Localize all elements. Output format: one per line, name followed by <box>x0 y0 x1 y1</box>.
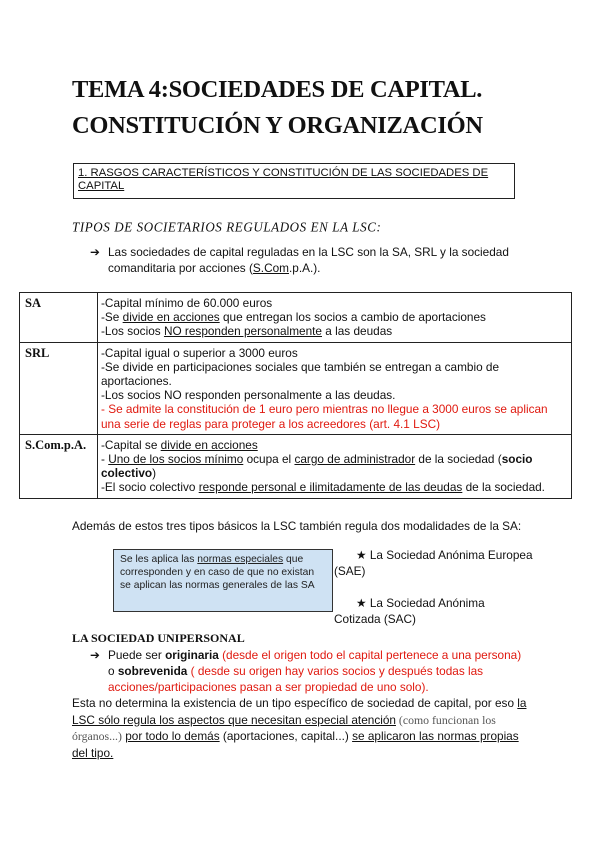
description-text: que entregan los socios a cambio de aportaciones <box>219 310 486 325</box>
table-cell-description <box>98 293 572 343</box>
title-line-1: TEMA 4:SOCIEDADES DE CAPITAL. <box>72 76 483 103</box>
modalidad-text: La Sociedad Anónima Cotizada (SAC) <box>334 596 485 626</box>
description-text: Uno de los socios mínimo <box>108 452 244 467</box>
types-bullet-link: S.Com <box>252 261 289 275</box>
description-text: -Los socios <box>101 324 164 339</box>
description-text: de la sociedad. <box>462 480 545 495</box>
originaria-def: (desde el origen todo el capital pertenece a una persona) <box>218 648 522 662</box>
arrow-icon: ➔ <box>90 245 100 259</box>
types-bullet-text-a: Las sociedades de capital reguladas en la LSC son la SA, SRL y la sociedad comanditaria por acciones ( <box>108 245 509 275</box>
description-text: -Capital igual o superior a 3000 euros <box>101 345 298 360</box>
note-text-b: que corresponden y en caso de que no existan se aplican las normas generales de las SA <box>120 554 315 591</box>
title-line-2: CONSTITUCIÓN Y ORGANIZACIÓN <box>72 112 483 139</box>
description-text: socio colectivo <box>101 452 533 481</box>
unipersonal-p5: por todo lo demás <box>125 729 220 743</box>
types-bullet <box>90 244 530 276</box>
types-heading: TIPOS DE SOCIETARIOS REGULADOS EN LA LSC: <box>72 218 382 235</box>
arrow-icon: ➔ <box>90 648 100 662</box>
societies-table <box>19 292 572 499</box>
table-cell-description <box>98 342 572 434</box>
sobrevenida-term: sobrevenida <box>117 664 188 678</box>
unipersonal-p6: (aportaciones, capital...) <box>219 729 353 743</box>
description-text: -Los socios NO responden personalmente a las deudas. <box>101 388 396 403</box>
description-text: -El socio colectivo <box>101 480 199 495</box>
star-icon: ★ <box>356 548 367 562</box>
unipersonal-b1: Puede ser <box>108 648 166 662</box>
description-text: ) <box>152 466 157 481</box>
note-link: normas especiales <box>197 554 284 565</box>
unipersonal-bullet <box>90 647 530 695</box>
section-heading-box <box>73 163 515 199</box>
description-line <box>101 452 567 480</box>
table-cell-type: SA <box>20 293 98 343</box>
description-text: -Capital se <box>101 437 161 452</box>
description-text: - <box>101 452 109 467</box>
table-row <box>20 434 572 498</box>
star-icon: ★ <box>356 596 367 610</box>
description-text: divide en acciones <box>160 437 258 452</box>
description-line <box>101 324 567 338</box>
description-text: de la sociedad ( <box>415 452 502 467</box>
description-line <box>101 346 567 360</box>
modalidades-list <box>334 547 534 627</box>
description-text: cargo de administrador <box>294 452 416 467</box>
list-item <box>334 547 534 579</box>
description-text: -Se divide en participaciones sociales que también se entregan a cambio de aportaciones. <box>101 359 500 389</box>
description-line <box>101 360 567 388</box>
unipersonal-p2: la LSC sólo regula los aspectos que necesitan especial atención <box>72 696 527 727</box>
table-cell-type: SRL <box>20 342 98 434</box>
types-bullet-text-b: .p.A.). <box>288 261 321 275</box>
description-text: - Se admite la constitución de 1 euro pero mientras no llegue a 3000 euros se aplican una serie de reglas para proteger a los acreedores (art. 4.1 LSC) <box>101 402 548 431</box>
sobrevenida-def: ( desde su origen hay varios socios y después todas las acciones/participaciones pasan a ser propiedad de uno solo). <box>108 664 484 694</box>
description-text: NO responden personalmente <box>163 324 322 339</box>
table-cell-type: S.Com.p.A. <box>20 434 98 498</box>
description-line <box>101 296 567 310</box>
description-text: divide en acciones <box>122 310 220 325</box>
note-text-a: Se les aplica las <box>120 554 198 565</box>
list-item <box>334 595 534 627</box>
table-cell-description <box>98 434 572 498</box>
ademas-paragraph: Además de estos tres tipos básicos la LSC también regula dos modalidades de la SA: <box>72 519 522 533</box>
description-line <box>101 402 567 430</box>
section-heading-text: 1. RASGOS CARACTERÍSTICOS Y CONSTITUCIÓN DE LAS SOCIEDADES DE CAPITAL <box>78 167 489 192</box>
unipersonal-heading: LA SOCIEDAD UNIPERSONAL <box>72 631 245 645</box>
unipersonal-paragraph <box>72 695 527 761</box>
description-text: ocupa el <box>243 452 295 467</box>
description-line <box>101 480 567 494</box>
description-line <box>101 438 567 452</box>
description-text: -Capital mínimo de 60.000 euros <box>101 296 273 310</box>
note-box <box>113 549 333 612</box>
unipersonal-p1: Esta no determina la existencia de un tipo específico de sociedad de capital, por eso <box>72 696 518 710</box>
unipersonal-o: o <box>108 664 118 678</box>
table-row <box>20 342 572 434</box>
description-text: responde personal e ilimitadamente de las deudas <box>198 480 463 495</box>
unipersonal-p7: se aplicaron las normas propias del tipo. <box>72 729 519 760</box>
description-text: -Se <box>101 310 123 325</box>
unipersonal-p3: (como funcionan los órganos...) <box>72 712 496 743</box>
page-title <box>72 72 483 144</box>
modalidad-text: La Sociedad Anónima Europea (SAE) <box>334 548 533 578</box>
originaria-term: originaria <box>165 648 219 662</box>
description-line <box>101 310 567 324</box>
description-line <box>101 388 567 402</box>
table-row <box>20 293 572 343</box>
description-text: a las deudas <box>322 324 393 339</box>
